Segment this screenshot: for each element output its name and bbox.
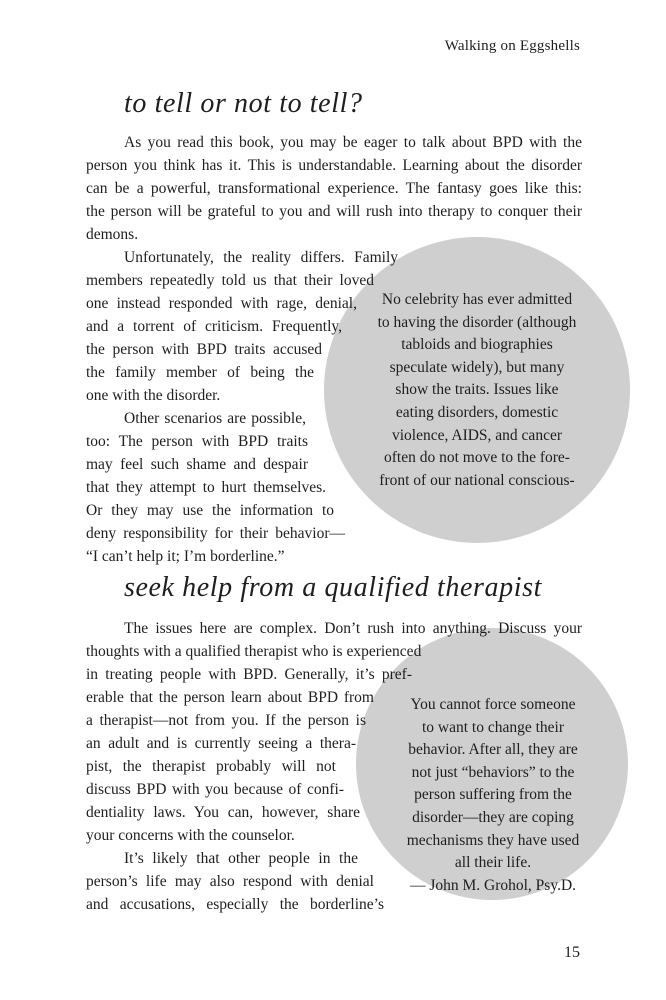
callout-line: eating disorders, domestic <box>395 403 559 421</box>
body-line: demons. <box>86 226 139 243</box>
callout-quote <box>384 694 602 897</box>
body-line: person’s life may also respond with denial <box>86 873 374 890</box>
body-line: person you think has it. This is understandable. Learning about the disorder <box>86 157 582 174</box>
section-heading-tell: to tell or not to tell? <box>124 88 363 119</box>
page-number: 15 <box>564 944 580 961</box>
callout-line: not just “behaviors” to the <box>411 763 575 781</box>
body-line: “I can’t help it; I’m borderline.” <box>86 548 285 565</box>
running-head: Walking on Eggshells <box>444 38 580 54</box>
callout-line: show the traits. Issues like <box>395 381 559 399</box>
body-line: Unfortunately, the reality differs. Family <box>124 249 398 266</box>
body-line: discuss BPD with you because of confi- <box>86 781 344 798</box>
body-line: thoughts with a qualified therapist who is experienced <box>86 643 422 660</box>
body-line: The issues here are complex. Don’t rush into anything. Discuss your <box>124 620 582 637</box>
body-line: a therapist—not from you. If the person is <box>86 712 366 729</box>
callout-line: all their life. <box>454 854 532 872</box>
body-line: one instead responded with rage, denial, <box>86 295 357 312</box>
body-line: and accusations, especially the borderline’s <box>86 896 384 913</box>
body-line: that they attempt to hurt themselves. <box>86 479 326 496</box>
body-line: may feel such shame and despair <box>86 456 308 473</box>
body-line: an adult and is currently seeing a thera- <box>86 735 356 752</box>
body-line: Other scenarios are possible, <box>124 410 306 427</box>
callout-line: No celebrity has ever admitted <box>381 291 573 308</box>
body-line: the family member of being the <box>86 364 314 381</box>
callout-line: tabloids and biographies <box>401 336 553 354</box>
body-line: your concerns with the counselor. <box>86 827 295 844</box>
body-line: too: The person with BPD traits <box>86 433 308 450</box>
callout-line: You cannot force someone <box>410 696 576 713</box>
body-line: It’s likely that other people in the <box>124 850 358 867</box>
body-line: As you read this book, you may be eager to talk about BPD with the <box>124 134 582 151</box>
body-line: one with the disorder. <box>86 387 221 404</box>
callout-celebrity <box>360 289 594 492</box>
callout-line: mechanisms they have used <box>406 831 580 849</box>
callout-line: often do not move to the fore- <box>384 449 570 467</box>
body-line: the person will be grateful to you and will rush into therapy to conquer their <box>86 203 582 220</box>
callout-line: — John M. Grohol, Psy.D. <box>409 876 577 894</box>
callout-line: to want to change their <box>421 718 565 736</box>
body-line: can be a powerful, transformational experience. The fantasy goes like this: <box>86 180 582 197</box>
callout-line: front of our national conscious- <box>379 471 575 489</box>
body-line: pist, the therapist probably will not <box>86 758 336 775</box>
body-line: members repeatedly told us that their loved <box>86 272 374 289</box>
body-line: deny responsibility for their behavior— <box>86 525 345 542</box>
body-line: in treating people with BPD. Generally, it’s pref- <box>86 666 412 683</box>
callout-line: violence, AIDS, and cancer <box>391 426 562 444</box>
callout-line: disorder—they are coping <box>412 808 574 826</box>
callout-line: speculate widely), but many <box>389 358 565 376</box>
body-line: the person with BPD traits accused <box>86 341 322 358</box>
body-line: erable that the person learn about BPD from <box>86 689 374 706</box>
section-heading-therapist: seek help from a qualified therapist <box>124 572 542 603</box>
body-line: Or they may use the information to <box>86 502 334 519</box>
callout-line: behavior. After all, they are <box>408 741 578 759</box>
body-line: dentiality laws. You can, however, share <box>86 804 360 821</box>
callout-line: person suffering from the <box>414 786 572 804</box>
body-line: and a torrent of criticism. Frequently, <box>86 318 342 335</box>
callout-line: to having the disorder (although <box>377 313 577 331</box>
